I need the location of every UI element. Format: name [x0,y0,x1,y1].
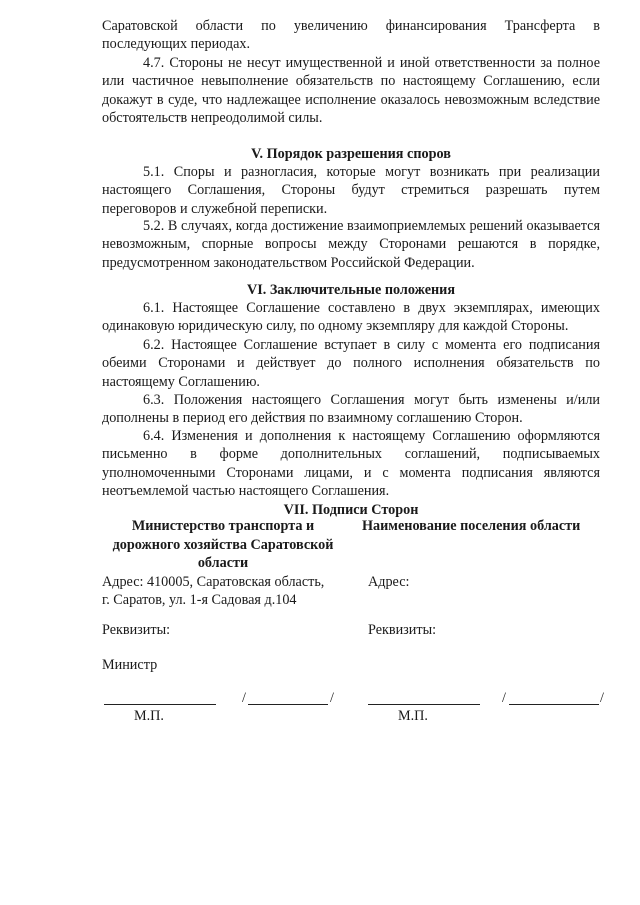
left-slash-close: / [330,690,334,706]
paragraph-4-7: 4.7. Стороны не несут имущественной и иной ответственности за полное или частичное невыполнение обязательств по настоящему Соглашению, если докажут в суде, что надлежащее исполнение оказалось невозможным вследствие обстоятельств непреодолимой силы. [102,55,600,126]
paragraph-5-1: 5.1. Споры и разногласия, которые могут возникать при реализации настоящего Соглашения, Стороны будут стремиться разрешать путем переговоров и служебной переписки. [102,164,600,217]
right-signature-line [368,704,480,705]
paragraph-6-4: 6.4. Изменения и дополнения к настоящему Соглашению оформляются письменно в форме дополнительных соглашений, подписываемых уполномоченными Сторонами лицами, и с момента подписания являются неотъемлемой частью настоящего Соглашения. [102,428,600,499]
right-party-title: Наименование поселения области [362,518,581,534]
right-stamp-mark: М.П. [398,708,428,724]
section-vi-heading: VI. Заключительные положения [246,282,456,298]
left-position-label: Министр [102,657,158,673]
left-slash-open: / [242,690,246,706]
right-name-line [509,704,599,705]
paragraph-6-2: 6.2. Настоящее Соглашение вступает в силу с момента его подписания обеими Сторонами и действует до полного исполнения обязательств по настоящему Соглашению. [102,337,600,390]
right-requisites-label: Реквизиты: [368,622,437,638]
right-slash-close: / [600,690,604,706]
section-vii-heading: VII. Подписи Сторон [283,502,419,518]
paragraph-continuation: Саратовской области по увеличению финансирования Трансферта в последующих периодах. [102,18,600,53]
section-v-heading: V. Порядок разрешения споров [251,146,451,162]
left-stamp-mark: М.П. [134,708,164,724]
left-address-line1: Адрес: 410005, Саратовская область, [102,574,325,590]
paragraph-6-1: 6.1. Настоящее Соглашение составлено в двух экземплярах, имеющих одинаковую юридическую силу, по одному экземпляру для каждой Стороны. [102,300,600,335]
left-name-line [248,704,328,705]
left-address-line2: г. Саратов, ул. 1-я Садовая д.104 [102,592,297,608]
right-slash-open: / [502,690,506,706]
left-requisites-label: Реквизиты: [102,622,171,638]
left-signature-line [104,704,216,705]
paragraph-5-2: 5.2. В случаях, когда достижение взаимоприемлемых решений оказывается невозможным, спорные вопросы между Сторонами решаются в порядке, предусмотренном законодательством Российской Федерации. [102,218,600,271]
left-party-title: Министерство транспорта и дорожного хозяйства Саратовской области [112,518,334,572]
right-address-label: Адрес: [368,574,410,590]
paragraph-6-3: 6.3. Положения настоящего Соглашения могут быть изменены и/или дополнены в период его действия по взаимному соглашению Сторон. [102,392,600,427]
